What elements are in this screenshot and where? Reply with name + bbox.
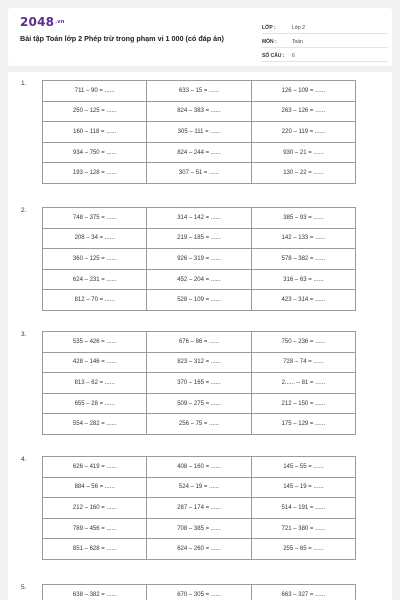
subtraction-problem: 307 – 51 = ...... — [147, 163, 251, 184]
table-row — [43, 290, 356, 311]
subtraction-problem: 2...... – 81 = ...... — [251, 373, 355, 394]
exercise-table — [42, 80, 356, 184]
meta-label: LỚP : — [262, 25, 276, 31]
meta-row-class — [262, 20, 388, 34]
table-row — [43, 122, 356, 143]
subtraction-problem: 789 – 456 = ...... — [43, 518, 147, 539]
subtraction-problem: 263 – 126 = ...... — [251, 101, 355, 122]
subtraction-problem: 624 – 231 = ...... — [43, 269, 147, 290]
meta-label: SỐ CÂU : — [262, 53, 285, 59]
subtraction-problem: 655 – 28 = ...... — [43, 393, 147, 414]
subtraction-problem: 930 – 21 = ...... — [251, 142, 355, 163]
subtraction-problem: 750 – 236 = ...... — [251, 332, 355, 353]
subtraction-problem: 926 – 319 = ...... — [147, 249, 251, 270]
subtraction-problem: 255 – 65 = ...... — [251, 539, 355, 560]
exercise-number: 2. — [21, 207, 27, 214]
table-row — [43, 457, 356, 478]
subtraction-problem: 626 – 419 = ...... — [43, 457, 147, 478]
meta-value: Toán — [292, 39, 303, 45]
subtraction-problem: 676 – 86 = ...... — [147, 332, 251, 353]
subtraction-problem: 212 – 160 = ...... — [43, 498, 147, 519]
subtraction-problem: 638 – 382 = ...... — [43, 585, 147, 600]
meta-value: 6 — [292, 53, 295, 59]
meta-label: MÔN : — [262, 39, 277, 45]
subtraction-problem: 126 – 109 = ...... — [251, 81, 355, 102]
subtraction-problem: 670 – 305 = ...... — [147, 585, 251, 600]
subtraction-problem: 305 – 111 = ...... — [147, 122, 251, 143]
exercise-table — [42, 456, 356, 560]
subtraction-problem: 287 – 174 = ...... — [147, 498, 251, 519]
table-row — [43, 414, 356, 435]
subtraction-problem: 934 – 750 = ...... — [43, 142, 147, 163]
subtraction-problem: 528 – 109 = ...... — [147, 290, 251, 311]
subtraction-problem: 514 – 191 = ...... — [251, 498, 355, 519]
meta-row-question-count — [262, 48, 388, 62]
table-row — [43, 477, 356, 498]
subtraction-problem: 524 – 19 = ...... — [147, 477, 251, 498]
table-row — [43, 352, 356, 373]
subtraction-problem: 256 – 75 = ...... — [147, 414, 251, 435]
table-row — [43, 249, 356, 270]
subtraction-problem: 208 – 34 = ...... — [43, 228, 147, 249]
subtraction-problem: 385 – 93 = ...... — [251, 208, 355, 229]
subtraction-problem: 370 – 165 = ...... — [147, 373, 251, 394]
exercise-table — [42, 207, 356, 311]
table-row — [43, 393, 356, 414]
table-row — [43, 81, 356, 102]
subtraction-problem: 193 – 128 = ...... — [43, 163, 147, 184]
exercise-table — [42, 331, 356, 435]
subtraction-problem: 624 – 260 = ...... — [147, 539, 251, 560]
exercise-number: 4. — [21, 456, 27, 463]
subtraction-problem: 721 – 380 = ...... — [251, 518, 355, 539]
subtraction-problem: 824 – 383 = ...... — [147, 101, 251, 122]
subtraction-problem: 160 – 118 = ...... — [43, 122, 147, 143]
table-row — [43, 373, 356, 394]
logo-suffix: .vn — [55, 19, 65, 25]
table-row — [43, 142, 356, 163]
exercise-number: 5. — [21, 584, 27, 591]
subtraction-problem: 250 – 125 = ...... — [43, 101, 147, 122]
subtraction-problem: 212 – 150 = ...... — [251, 393, 355, 414]
worksheet-title: Bài tập Toán lớp 2 Phép trừ trong phạm vi 1 000 (có đáp án) — [20, 34, 224, 43]
subtraction-problem: 220 – 119 = ...... — [251, 122, 355, 143]
worksheet-header — [8, 8, 392, 66]
subtraction-problem: 145 – 19 = ...... — [251, 477, 355, 498]
subtraction-problem: 142 – 133 = ...... — [251, 228, 355, 249]
table-row — [43, 101, 356, 122]
subtraction-problem: 509 – 275 = ...... — [147, 393, 251, 414]
subtraction-problem: 812 – 70 = ...... — [43, 290, 147, 311]
subtraction-problem: 360 – 125 = ...... — [43, 249, 147, 270]
subtraction-problem: 145 – 55 = ...... — [251, 457, 355, 478]
subtraction-problem: 219 – 185 = ...... — [147, 228, 251, 249]
logo-text: 2048 — [20, 15, 55, 29]
table-row — [43, 498, 356, 519]
subtraction-problem: 813 – 62 = ...... — [43, 373, 147, 394]
table-row — [43, 518, 356, 539]
exercise-number: 3. — [21, 331, 27, 338]
table-row — [43, 539, 356, 560]
subtraction-problem: 408 – 160 = ...... — [147, 457, 251, 478]
subtraction-problem: 823 – 312 = ...... — [147, 352, 251, 373]
table-row — [43, 208, 356, 229]
subtraction-problem: 711 – 90 = ...... — [43, 81, 147, 102]
subtraction-problem: 633 – 15 = ...... — [147, 81, 251, 102]
subtraction-problem: 851 – 628 = ...... — [43, 539, 147, 560]
subtraction-problem: 578 – 382 = ...... — [251, 249, 355, 270]
meta-value: Lớp 2 — [292, 25, 306, 31]
table-row — [43, 269, 356, 290]
subtraction-problem: 535 – 426 = ...... — [43, 332, 147, 353]
table-row — [43, 585, 356, 600]
site-logo[interactable] — [20, 15, 65, 29]
worksheet-meta — [262, 20, 388, 62]
exercise-number: 1. — [21, 80, 27, 87]
meta-row-subject — [262, 34, 388, 48]
subtraction-problem: 175 – 129 = ...... — [251, 414, 355, 435]
subtraction-problem: 708 – 385 = ...... — [147, 518, 251, 539]
table-row — [43, 332, 356, 353]
subtraction-problem: 423 – 314 = ...... — [251, 290, 355, 311]
exercise-table — [42, 584, 356, 600]
subtraction-problem: 452 – 204 = ...... — [147, 269, 251, 290]
subtraction-problem: 824 – 244 = ...... — [147, 142, 251, 163]
subtraction-problem: 314 – 142 = ...... — [147, 208, 251, 229]
subtraction-problem: 728 – 74 = ...... — [251, 352, 355, 373]
subtraction-problem: 663 – 327 = ...... — [251, 585, 355, 600]
subtraction-problem: 428 – 146 = ...... — [43, 352, 147, 373]
worksheet-body — [8, 72, 392, 600]
table-row — [43, 228, 356, 249]
subtraction-problem: 748 – 375 = ...... — [43, 208, 147, 229]
subtraction-problem: 554 – 282 = ...... — [43, 414, 147, 435]
table-row — [43, 163, 356, 184]
subtraction-problem: 884 – 56 = ...... — [43, 477, 147, 498]
subtraction-problem: 316 – 63 = ...... — [251, 269, 355, 290]
subtraction-problem: 130 – 22 = ...... — [251, 163, 355, 184]
